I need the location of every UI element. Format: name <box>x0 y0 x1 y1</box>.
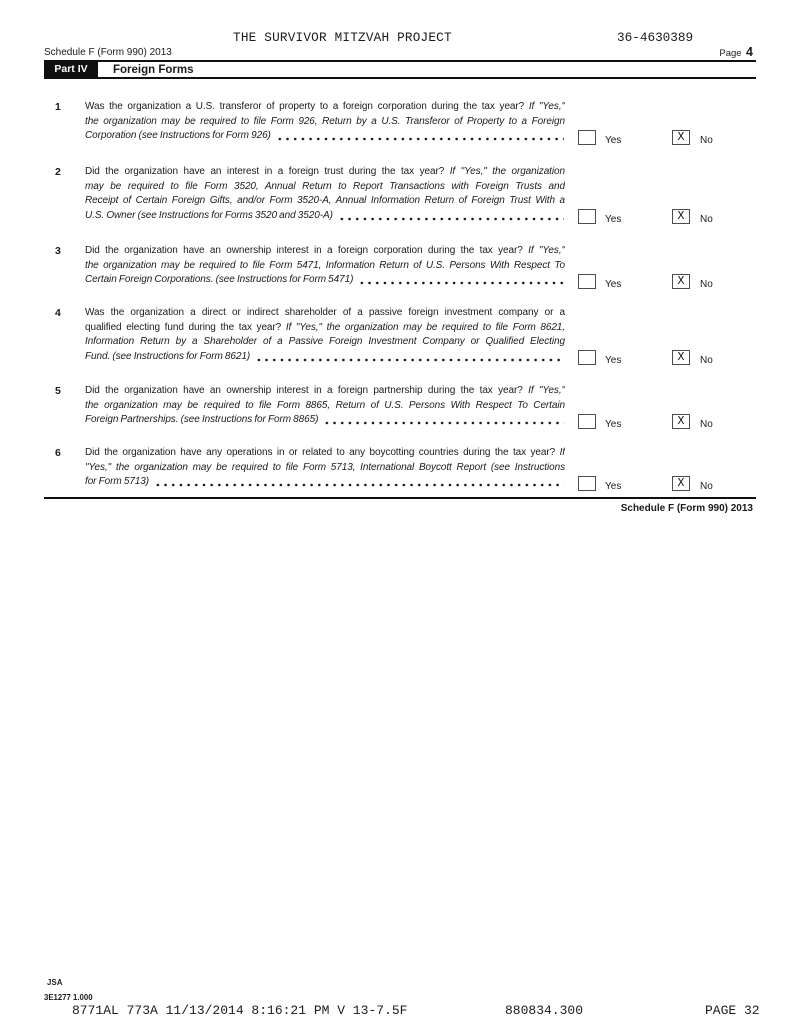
no-checkbox[interactable]: X <box>672 209 690 224</box>
part-title: Foreign Forms <box>113 64 194 76</box>
question-segment: Foreign Partnerships. (see Instructions for Form 8865) <box>85 414 319 425</box>
question-segment: Was the organization a direct or indirect shareholder of a passive foreign investment company or a <box>85 307 565 318</box>
question-line <box>85 194 565 209</box>
question-text <box>85 244 565 288</box>
part-header-bar <box>44 62 756 79</box>
dot-leader <box>356 273 564 288</box>
question-text <box>85 306 565 364</box>
print-run-line: 8771AL 773A 11/13/2014 8:16:21 PM V 13-7.5F <box>72 1003 408 1018</box>
answer-group <box>578 414 758 431</box>
question-segment: If "Yes," <box>528 385 565 396</box>
question-line <box>85 273 565 288</box>
question-number: 1 <box>55 100 61 113</box>
yes-label: Yes <box>605 214 622 225</box>
question-segment: "Yes," the organization may be required to file Form 5713, International Boycott Report (see Instructions <box>85 461 565 473</box>
yes-checkbox[interactable] <box>578 350 596 365</box>
batch-code: 880834.300 <box>505 1003 584 1018</box>
part-id-badge: Part IV <box>44 62 98 78</box>
answer-group <box>578 476 758 493</box>
question-segment: Was the organization a U.S. transferor of property to a foreign corporation during the tax year? <box>85 101 529 112</box>
question-segment: the organization may be required to file Form 926, Return by a U.S. Transferor of Property to a Foreign <box>85 115 565 127</box>
question-line <box>85 100 565 115</box>
question-line <box>85 209 565 224</box>
question-line <box>85 413 565 428</box>
no-label: No <box>700 480 713 492</box>
questions <box>44 100 756 490</box>
question-line <box>85 321 565 336</box>
question-row <box>44 100 756 144</box>
question-segment: the organization may be required to file Form 8865, Return of U.S. Persons With Respect To Certain <box>85 399 565 411</box>
no-label: No <box>700 418 713 430</box>
organization-name: THE SURVIVOR MITZVAH PROJECT <box>233 30 452 45</box>
no-checkbox[interactable]: X <box>672 350 690 365</box>
yes-checkbox[interactable] <box>578 476 596 491</box>
yes-checkbox[interactable] <box>578 414 596 429</box>
no-checkbox[interactable]: X <box>672 130 690 145</box>
dot-leader <box>253 350 564 365</box>
question-segment: Fund. (see Instructions for Form 8621) <box>85 350 251 362</box>
schedule-label-top: Schedule F (Form 990) 2013 <box>44 47 172 58</box>
answer-group <box>578 130 758 147</box>
question-segment: Information Return by a Shareholder of a Passive Foreign Investment Company or Qualified Electing <box>85 336 565 347</box>
question-line <box>85 384 565 399</box>
question-segment: If "Yes," <box>528 101 565 112</box>
question-line <box>85 461 565 476</box>
footer-rule <box>44 497 756 499</box>
question-segment: Certain Foreign Corporations. (see Instructions for Form 5471) <box>85 274 354 285</box>
question-row <box>44 244 756 288</box>
dot-leader <box>274 129 564 144</box>
question-row <box>44 165 756 223</box>
answer-group <box>578 274 758 291</box>
form-code: 3E1277 1.000 <box>44 993 93 1002</box>
page-word: Page <box>719 48 742 59</box>
yes-checkbox[interactable] <box>578 209 596 224</box>
question-line <box>85 446 565 461</box>
answer-group <box>578 350 758 367</box>
question-segment: Corporation (see Instructions for Form 926) <box>85 130 271 141</box>
question-line <box>85 259 565 274</box>
question-line <box>85 180 565 195</box>
question-line <box>85 115 565 130</box>
question-segment: qualified electing fund during the tax year? <box>85 321 286 333</box>
question-segment: If "Yes," the organization may be required to file Form 8621, <box>285 321 565 333</box>
question-text <box>85 100 565 144</box>
page-label-bottom: PAGE 32 <box>705 1003 760 1018</box>
yes-label: Yes <box>605 418 622 430</box>
page-number: 4 <box>746 45 753 59</box>
question-segment: If "Yes," <box>528 245 565 256</box>
question-segment: If "Yes," the organization <box>449 166 565 177</box>
question-line <box>85 335 565 350</box>
question-row <box>44 306 756 364</box>
no-label: No <box>700 134 713 146</box>
jsa-label: JSA <box>47 978 63 987</box>
question-line <box>85 475 565 490</box>
ein-number: 36-4630389 <box>617 30 694 45</box>
question-segment: Did the organization have an ownership interest in a foreign partnership during the tax year? <box>85 385 529 396</box>
question-segment: the organization may be required to file Form 5471, Information Return of U.S. Persons With Respect To <box>85 259 565 271</box>
no-checkbox[interactable]: X <box>672 274 690 289</box>
dot-leader <box>336 209 564 224</box>
question-line <box>85 350 565 365</box>
question-segment: Did the organization have an ownership interest in a foreign corporation during the tax year? <box>85 245 529 256</box>
question-text <box>85 165 565 223</box>
no-label: No <box>700 214 713 225</box>
yes-label: Yes <box>605 480 622 492</box>
yes-checkbox[interactable] <box>578 274 596 289</box>
page-indicator <box>719 43 753 61</box>
question-number: 5 <box>55 384 61 397</box>
question-segment: may be required to file Form 3520, Annual Return to Report Transactions with Foreign Trusts and <box>85 180 565 192</box>
question-segment: for Form 5713) <box>85 476 150 487</box>
question-text <box>85 384 565 428</box>
question-segment: Did the organization have an interest in a foreign trust during the tax year? <box>85 166 450 177</box>
yes-checkbox[interactable] <box>578 130 596 145</box>
question-line <box>85 129 565 144</box>
question-segment: Did the organization have any operations in or related to any boycotting countries during the tax year? <box>85 447 560 458</box>
dot-leader <box>152 475 564 490</box>
question-segment: U.S. Owner (see Instructions for Forms 3520 and 3520-A) <box>85 209 333 221</box>
yes-label: Yes <box>605 278 622 290</box>
question-segment: Receipt of Certain Foreign Gifts, and/or Form 3520-A, Annual Information Return of Foreign Trust With a <box>85 195 565 206</box>
yes-label: Yes <box>605 355 622 366</box>
schedule-label-bottom: Schedule F (Form 990) 2013 <box>620 503 753 514</box>
question-number: 6 <box>55 446 61 459</box>
yes-label: Yes <box>605 134 622 146</box>
question-row <box>44 384 756 428</box>
answer-group <box>578 209 758 226</box>
question-number: 3 <box>55 244 61 257</box>
no-checkbox[interactable]: X <box>672 476 690 491</box>
question-line <box>85 399 565 414</box>
question-row <box>44 446 756 490</box>
question-text <box>85 446 565 490</box>
question-line <box>85 244 565 259</box>
question-line <box>85 306 565 321</box>
question-number: 2 <box>55 165 61 178</box>
question-number: 4 <box>55 306 61 319</box>
no-label: No <box>700 278 713 290</box>
question-line <box>85 165 565 180</box>
dot-leader <box>321 413 564 428</box>
question-segment: If <box>559 447 565 458</box>
no-label: No <box>700 355 713 366</box>
no-checkbox[interactable]: X <box>672 414 690 429</box>
